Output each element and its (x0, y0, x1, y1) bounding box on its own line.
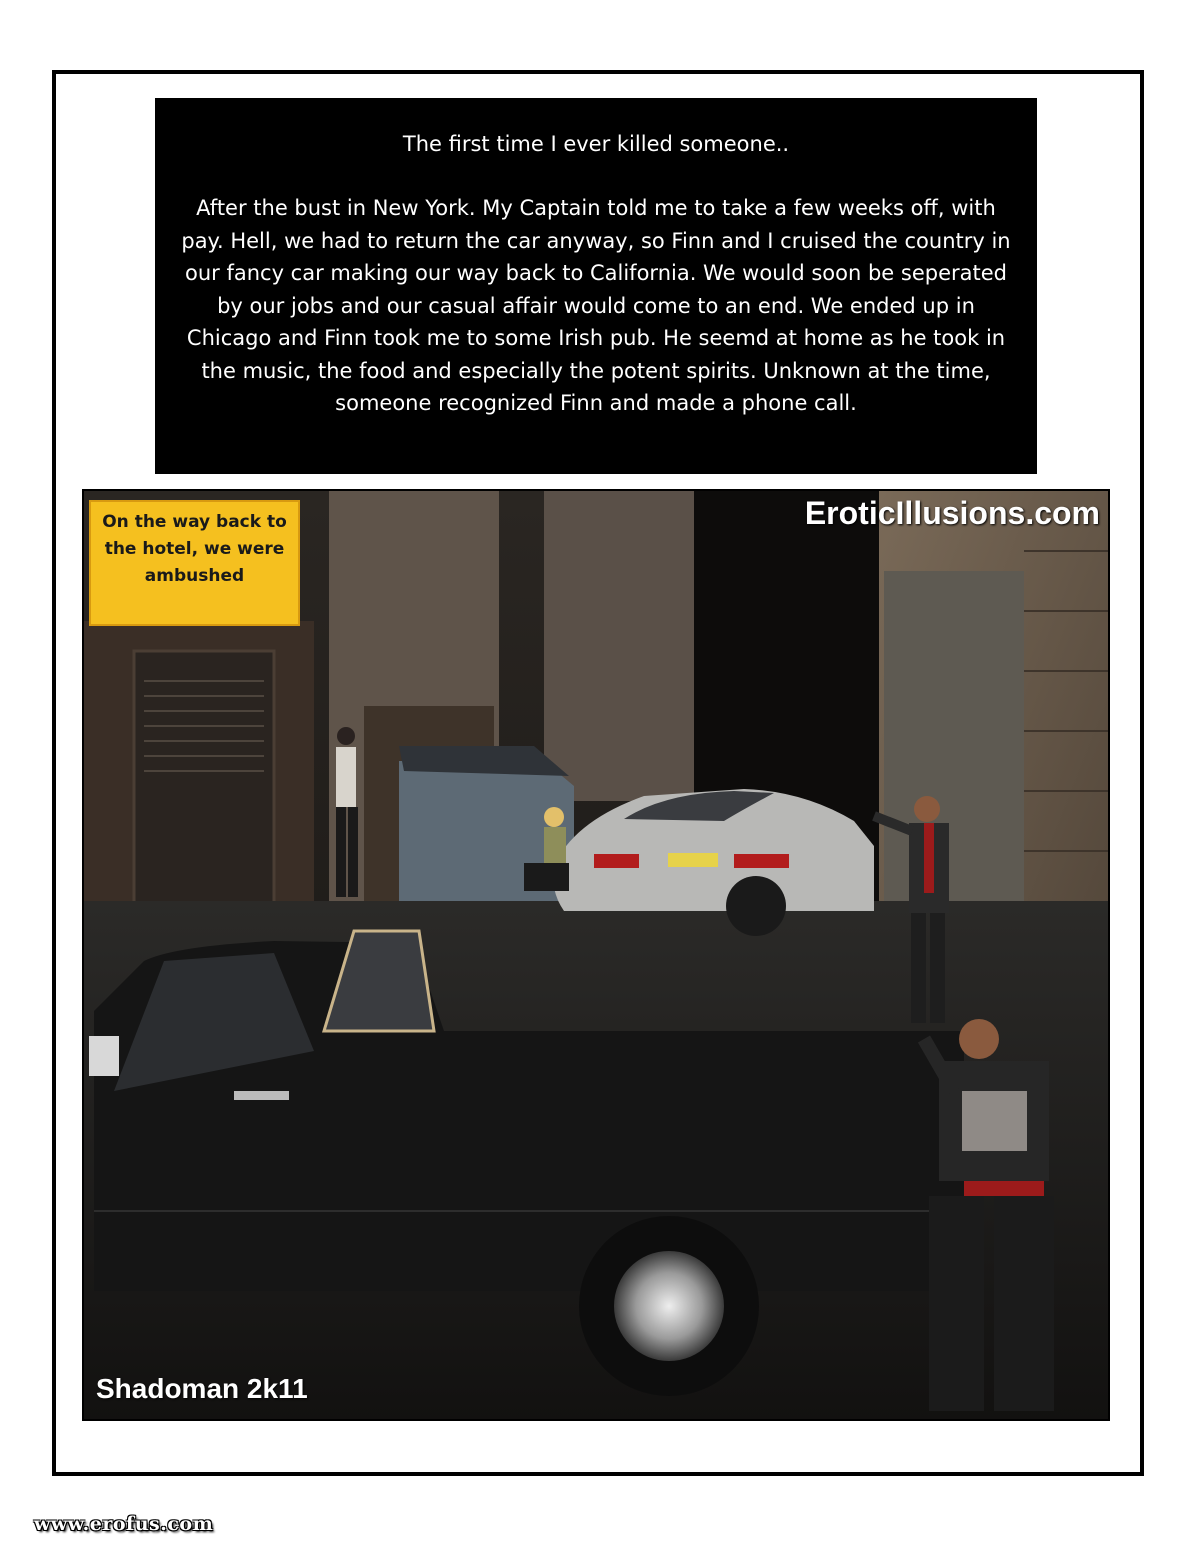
car-wheel (726, 876, 786, 936)
car-tail-light-right (734, 854, 789, 868)
caption-body: After the bust in New York. My Captain told me to take a few weeks off, with pay. Hell, we had to return the car anyway, so Finn and I cruised the country in our fancy car making our way back to California. We would soon be seperated by our jobs and our casual affair would come to an end. We ended up in Chicago and Finn took me to some Irish pub. He seemd at home as he took in the music, the food and especially the potent spirits. Unknown at the time, someone recognized Finn and made a phone call. (181, 196, 1011, 415)
caption-box (155, 98, 1037, 474)
car-tail-light-left (594, 854, 639, 868)
caption-title: The first time I ever killed someone.. (402, 132, 790, 156)
footer-url: www.erofus.com (34, 1513, 214, 1535)
alley-scene-illustration (84, 491, 1110, 1421)
comic-panel (82, 489, 1110, 1421)
car-license-plate (668, 853, 718, 867)
narration-box: On the way back to the hotel, we were ambushed (89, 500, 300, 626)
truck-rim (614, 1251, 724, 1361)
site-watermark: EroticIllusions.com (804, 495, 1100, 531)
truck-door-handle (234, 1091, 289, 1100)
concrete-column-right (544, 491, 694, 801)
garage-door (134, 651, 274, 921)
truck-mirror (89, 1036, 119, 1076)
artist-credit: Shadoman 2k11 (96, 1373, 308, 1404)
